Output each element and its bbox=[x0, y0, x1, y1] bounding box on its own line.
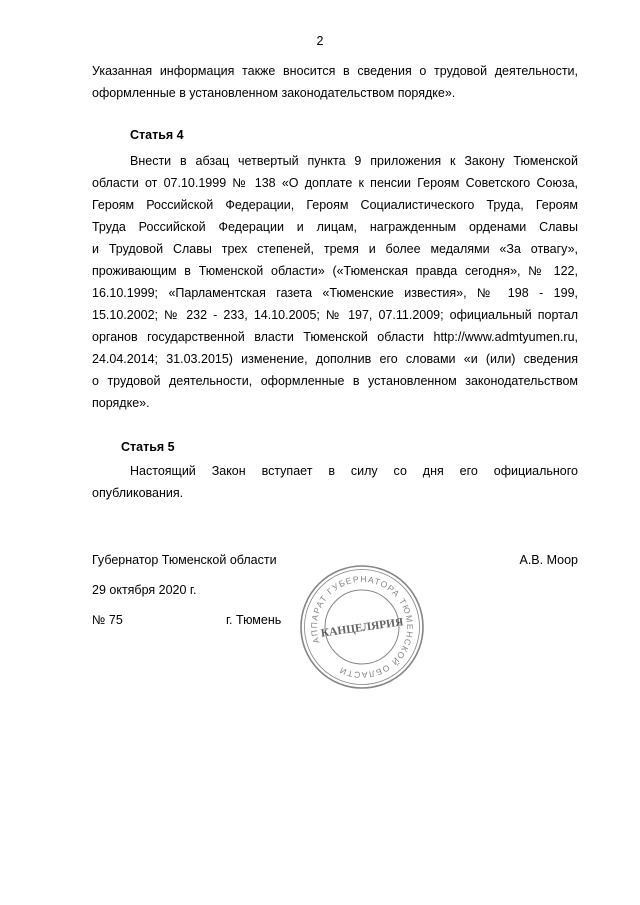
article-5-line: опубликования. bbox=[92, 486, 184, 500]
article-4-line: проживающим в Тюменской области» («Тюменская правда сегодня», № 122, bbox=[92, 264, 578, 278]
article-5-line: Настоящий Закон вступает в силу со дня его официального bbox=[130, 464, 578, 478]
article-4-line: органов государственной власти Тюменской области http://www.admtyumen.ru, bbox=[92, 330, 578, 344]
stamp-center-text: КАНЦЕЛЯРИЯ bbox=[320, 616, 405, 640]
article-4-heading: Статья 4 bbox=[130, 128, 184, 142]
article-5-body bbox=[92, 460, 578, 504]
article-4-body bbox=[92, 150, 578, 414]
governor-position: Губернатор Тюменской области bbox=[92, 553, 277, 567]
governor-name: А.В. Моор bbox=[519, 553, 578, 567]
page-number: 2 bbox=[316, 34, 324, 48]
office-stamp bbox=[297, 562, 427, 692]
law-number: № 75 bbox=[92, 613, 123, 627]
signing-date: 29 октября 2020 г. bbox=[92, 583, 197, 597]
article-4-line: порядке». bbox=[92, 396, 150, 410]
signing-city: г. Тюмень bbox=[226, 613, 282, 627]
intro-line: оформленные в установленном законодательством порядке». bbox=[92, 86, 456, 100]
article-4-line: Внести в абзац четвертый пункта 9 приложения к Закону Тюменской bbox=[130, 154, 578, 168]
article-4-line: Героям Российской Федерации, Героям Социалистического Труда, Героям bbox=[92, 198, 578, 212]
intro-paragraph bbox=[92, 60, 578, 104]
article-4-line: области от 07.10.1999 № 138 «О доплате к пенсии Героям Советского Союза, bbox=[92, 176, 578, 190]
article-4-line: и Трудовой Славы трех степеней, тремя и более медалями «За отвагу», bbox=[92, 242, 578, 256]
article-4-line: 16.10.1999; «Парламентская газета «Тюменские известия», № 198 - 199, bbox=[92, 286, 578, 300]
article-4-line: о трудовой деятельности, оформленные в установленном законодательством bbox=[92, 374, 578, 388]
stamp-ring-text: АППАРАТ ГУБЕРНАТОРА ТЮМЕНСКОЙ ОБЛАСТИ bbox=[308, 573, 416, 681]
article-4-line: 24.04.2014; 31.03.2015) изменение, дополнив его словами «и (или) сведения bbox=[92, 352, 578, 366]
intro-line: Указанная информация также вносится в сведения о трудовой деятельности, bbox=[92, 64, 578, 78]
article-4-line: Труда Российской Федерации и лицам, награжденным орденами Славы bbox=[92, 220, 578, 234]
article-5-heading: Статья 5 bbox=[121, 440, 175, 454]
article-4-line: 15.10.2002; № 232 - 233, 14.10.2005; № 197, 07.11.2009; официальный портал bbox=[92, 308, 578, 322]
